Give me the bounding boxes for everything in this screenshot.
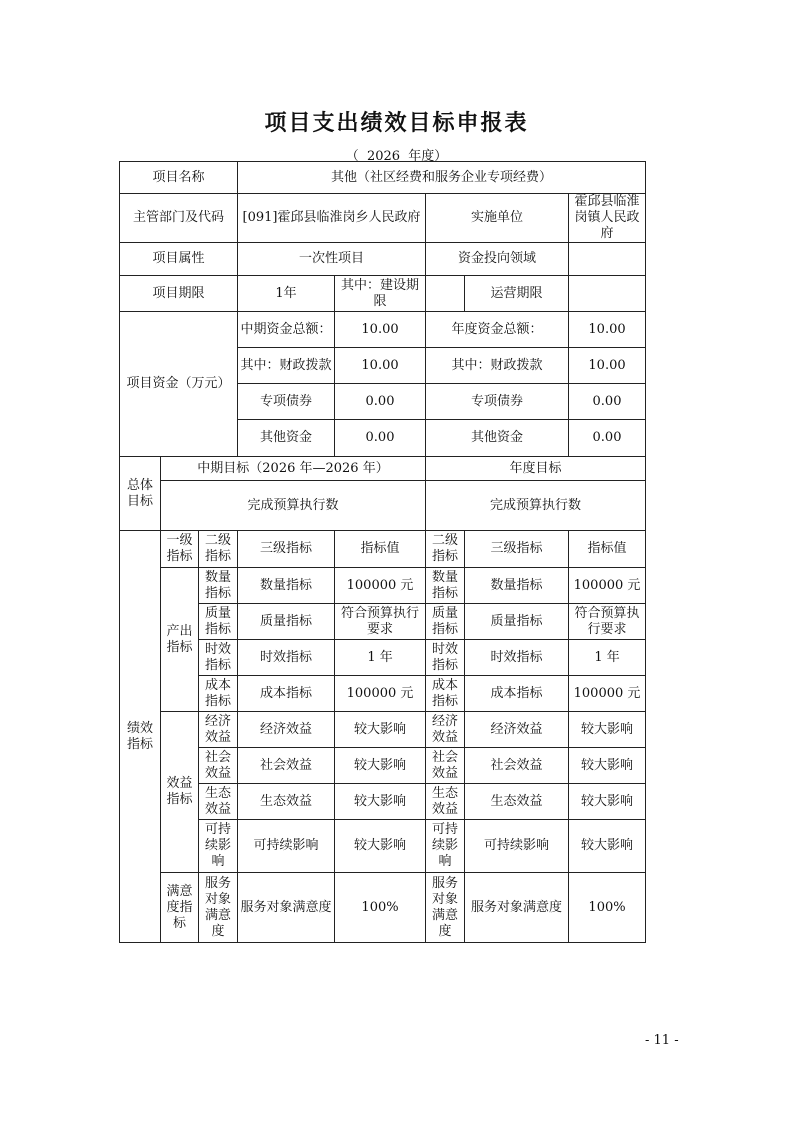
- indicator-level2: 可持续影响: [199, 820, 238, 873]
- year-level3-header: 三级指标: [465, 531, 569, 568]
- indicator-level2: 服务对象满意度: [199, 873, 238, 943]
- table-row: [120, 748, 646, 784]
- indicator-level3: 成本指标: [238, 676, 335, 712]
- year-other-label: 其他资金: [426, 420, 569, 457]
- funding-field-value: [569, 243, 646, 276]
- construction-period-value: [426, 276, 465, 312]
- row-goals-content: [120, 481, 646, 531]
- mid-goal-text: 完成预算执行数: [161, 481, 426, 531]
- year-indicator-level3: 社会效益: [465, 748, 569, 784]
- year-bond-label: 专项债券: [426, 384, 569, 420]
- table-row: [120, 712, 646, 748]
- year-total-label: 年度资金总额：: [426, 312, 569, 348]
- table-row: [120, 604, 646, 640]
- mid-bond-value: 0.00: [335, 384, 426, 420]
- year-indicator-value: 较大影响: [569, 712, 646, 748]
- project-period-value: 1年: [238, 276, 335, 312]
- project-name-value: 其他（社区经费和服务企业专项经费）: [238, 162, 646, 194]
- table-row: [120, 640, 646, 676]
- row-funds-total: [120, 312, 646, 348]
- row-project-attribute: [120, 243, 646, 276]
- indicator-value: 100%: [335, 873, 426, 943]
- year-fiscal-label: 其中：财政拨款: [426, 348, 569, 384]
- row-goals-header: [120, 457, 646, 481]
- overall-goal-label: 总体目标: [120, 457, 161, 531]
- row-project-period: [120, 276, 646, 312]
- indicator-level3: 生态效益: [238, 784, 335, 820]
- indicator-level3: 质量指标: [238, 604, 335, 640]
- indicator-level2: 数量指标: [199, 568, 238, 604]
- row-department: [120, 194, 646, 243]
- operation-period-label: 运营期限: [465, 276, 569, 312]
- indicator-value: 较大影响: [335, 784, 426, 820]
- table-row: [120, 676, 646, 712]
- indicator-level2: 生态效益: [199, 784, 238, 820]
- year-indicator-level3: 可持续影响: [465, 820, 569, 873]
- year-bond-value: 0.00: [569, 384, 646, 420]
- project-period-label: 项目期限: [120, 276, 238, 312]
- mid-bond-label: 专项债券: [238, 384, 335, 420]
- mid-fiscal-value: 10.00: [335, 348, 426, 384]
- level2-header: 二级指标: [199, 531, 238, 568]
- year-indicator-level2: 经济效益: [426, 712, 465, 748]
- output-indicator-label: 产出指标: [161, 568, 199, 712]
- performance-goal-table: [119, 161, 646, 943]
- project-attribute-value: 一次性项目: [238, 243, 426, 276]
- project-name-label: 项目名称: [120, 162, 238, 194]
- benefit-indicator-label: 效益指标: [161, 712, 199, 873]
- indicator-level2: 社会效益: [199, 748, 238, 784]
- table-row: [120, 820, 646, 873]
- table-row: [120, 784, 646, 820]
- department-label: 主管部门及代码: [120, 194, 238, 243]
- year-goal-text: 完成预算执行数: [426, 481, 646, 531]
- indicator-level2: 质量指标: [199, 604, 238, 640]
- year-indicator-level3: 经济效益: [465, 712, 569, 748]
- year-indicator-value: 100%: [569, 873, 646, 943]
- indicator-level2: 成本指标: [199, 676, 238, 712]
- indicator-value: 符合预算执行要求: [335, 604, 426, 640]
- year-goal-header: 年度目标: [426, 457, 646, 481]
- indicator-value: 100000 元: [335, 568, 426, 604]
- year-indicator-level2: 生态效益: [426, 784, 465, 820]
- year-indicator-level2: 时效指标: [426, 640, 465, 676]
- value-header: 指标值: [335, 531, 426, 568]
- year-indicator-level2: 社会效益: [426, 748, 465, 784]
- mid-total-value: 10.00: [335, 312, 426, 348]
- indicator-level3: 社会效益: [238, 748, 335, 784]
- year-total-value: 10.00: [569, 312, 646, 348]
- year-indicator-level2: 数量指标: [426, 568, 465, 604]
- table-row: [120, 873, 646, 943]
- mid-other-label: 其他资金: [238, 420, 335, 457]
- year-indicator-value: 较大影响: [569, 820, 646, 873]
- page-number: - 11 -: [645, 1033, 679, 1048]
- year-indicator-value: 1 年: [569, 640, 646, 676]
- indicator-value: 100000 元: [335, 676, 426, 712]
- row-indicator-header: [120, 531, 646, 568]
- project-funds-label: 项目资金（万元）: [120, 312, 238, 457]
- indicator-value: 较大影响: [335, 712, 426, 748]
- row-project-name: [120, 162, 646, 194]
- year-line: （ 2026 年度）: [345, 149, 448, 164]
- year-indicator-value: 较大影响: [569, 748, 646, 784]
- level1-header: 一级指标: [161, 531, 199, 568]
- indicator-level2: 经济效益: [199, 712, 238, 748]
- year-fiscal-value: 10.00: [569, 348, 646, 384]
- mid-goal-header: 中期目标（2026 年—2026 年）: [161, 457, 426, 481]
- department-value: [091]霍邱县临淮岗乡人民政府: [238, 194, 426, 243]
- mid-fiscal-label: 其中：财政拨款: [238, 348, 335, 384]
- year-indicator-value: 较大影响: [569, 784, 646, 820]
- project-attribute-label: 项目属性: [120, 243, 238, 276]
- indicator-level3: 时效指标: [238, 640, 335, 676]
- indicator-value: 1 年: [335, 640, 426, 676]
- year-indicator-level2: 成本指标: [426, 676, 465, 712]
- mid-total-label: 中期资金总额：: [238, 312, 335, 348]
- year-indicator-level2: 服务对象满意度: [426, 873, 465, 943]
- performance-indicator-label: 绩效指标: [120, 531, 161, 943]
- year-indicator-value: 100000 元: [569, 568, 646, 604]
- indicator-level2: 时效指标: [199, 640, 238, 676]
- implementing-unit-value: 霍邱县临淮岗镇人民政府: [569, 194, 646, 243]
- indicator-level3: 可持续影响: [238, 820, 335, 873]
- construction-period-label: 其中：建设期限: [335, 276, 426, 312]
- year-indicator-level2: 可持续影响: [426, 820, 465, 873]
- implementing-unit-label: 实施单位: [426, 194, 569, 243]
- year-indicator-value: 符合预算执行要求: [569, 604, 646, 640]
- year-indicator-level2: 质量指标: [426, 604, 465, 640]
- year-indicator-value: 100000 元: [569, 676, 646, 712]
- year-indicator-level3: 生态效益: [465, 784, 569, 820]
- satisfaction-indicator-label: 满意度指标: [161, 873, 199, 943]
- year-value-header: 指标值: [569, 531, 646, 568]
- level3-header: 三级指标: [238, 531, 335, 568]
- year-indicator-level3: 成本指标: [465, 676, 569, 712]
- funding-field-label: 资金投向领域: [426, 243, 569, 276]
- operation-period-value: [569, 276, 646, 312]
- year-other-value: 0.00: [569, 420, 646, 457]
- year-indicator-level3: 质量指标: [465, 604, 569, 640]
- mid-other-value: 0.00: [335, 420, 426, 457]
- indicator-value: 较大影响: [335, 820, 426, 873]
- indicator-level3: 数量指标: [238, 568, 335, 604]
- year-level2-header: 二级指标: [426, 531, 465, 568]
- year-indicator-level3: 服务对象满意度: [465, 873, 569, 943]
- table-row: [120, 568, 646, 604]
- indicator-value: 较大影响: [335, 748, 426, 784]
- page-title: 项目支出绩效目标申报表: [264, 111, 529, 136]
- indicator-level3: 经济效益: [238, 712, 335, 748]
- year-indicator-level3: 数量指标: [465, 568, 569, 604]
- indicator-level3: 服务对象满意度: [238, 873, 335, 943]
- year-indicator-level3: 时效指标: [465, 640, 569, 676]
